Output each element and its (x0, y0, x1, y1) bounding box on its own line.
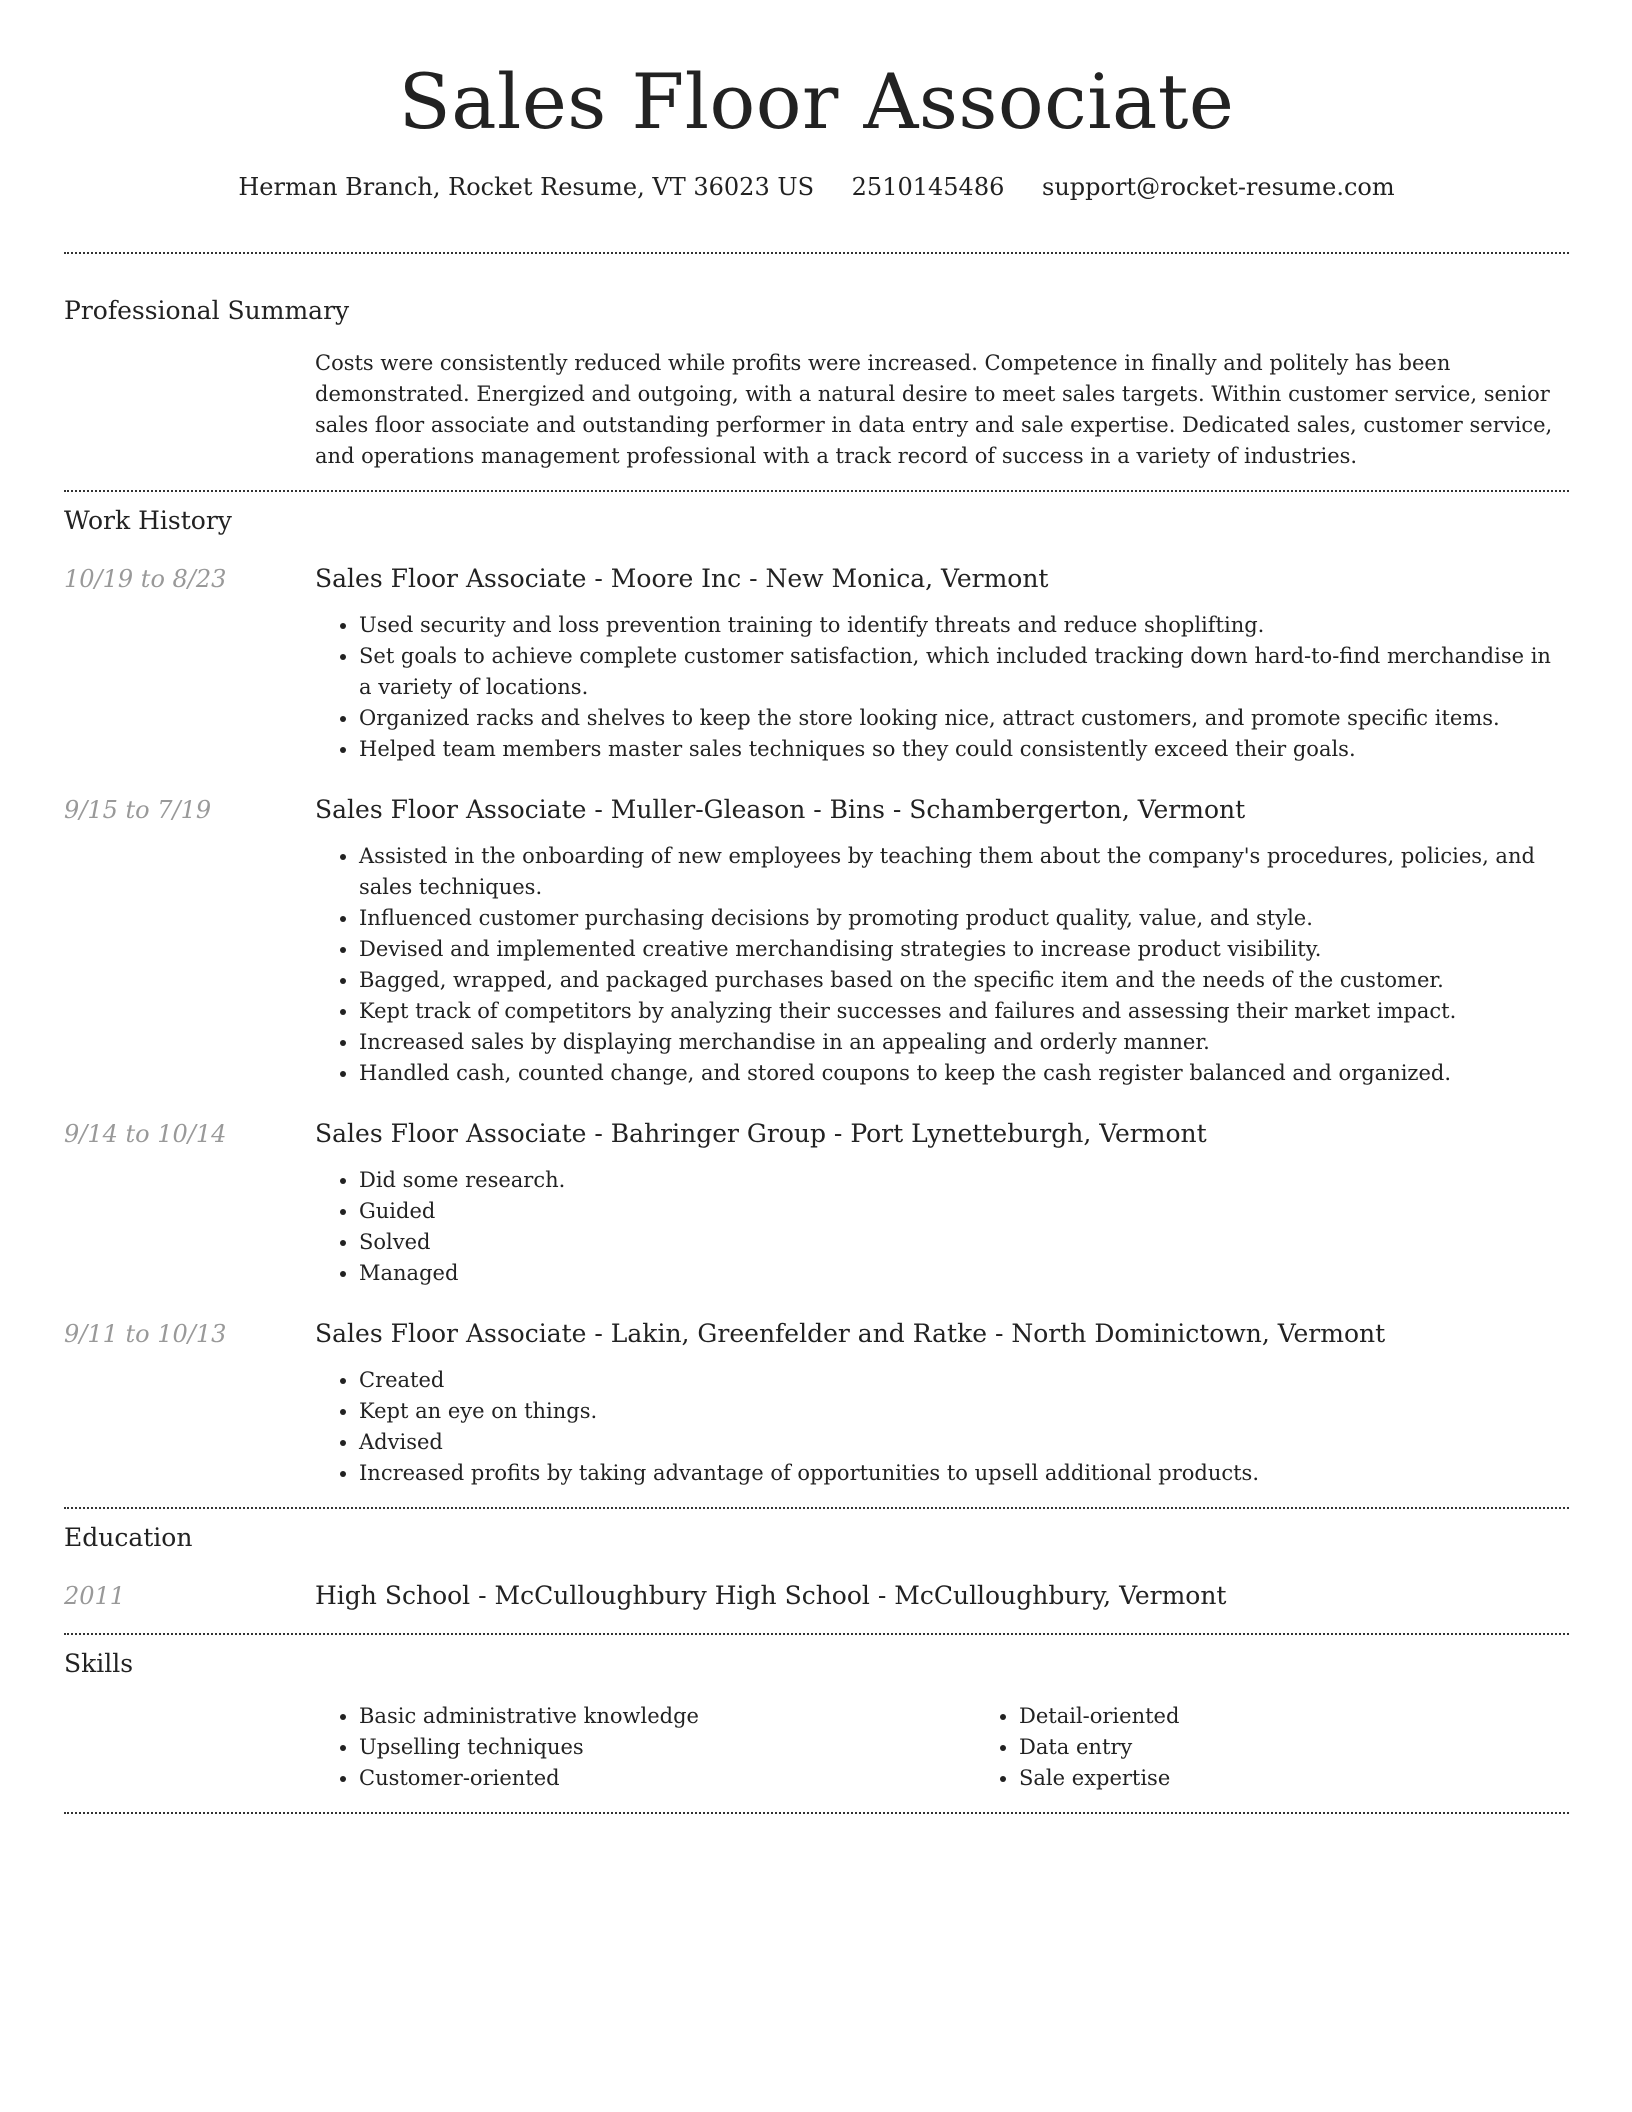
skills-section (64, 1647, 1569, 1794)
education-heading: High School - McCulloughbury High School - McCulloughbury, Vermont (315, 1581, 1227, 1610)
job-entry (64, 1317, 1569, 1489)
work-history-title: Work History (64, 506, 232, 535)
list-item: • Bagged, wrapped, and packaged purchases based on the specific item and the needs of the customer. (359, 965, 1569, 996)
list-item: • Basic administrative knowledge (359, 1701, 975, 1732)
job-heading: Sales Floor Associate - Muller-Gleason - Bins - Schambergerton, Vermont (315, 795, 1246, 824)
skills-title: Skills (64, 1649, 134, 1678)
list-item: • Increased sales by displaying merchandise in an appealing and orderly manner. (359, 1027, 1569, 1058)
list-item: • Used security and loss prevention training to identify threats and reduce shoplifting. (359, 610, 1569, 641)
list-item: • Increased profits by taking advantage of opportunities to upsell additional products. (359, 1458, 1569, 1489)
skills-list-right (975, 1701, 1632, 1794)
job-entry (64, 1117, 1569, 1289)
job-dates: 9/14 to 10/14 (64, 1120, 227, 1148)
list-item: • Sale expertise (1019, 1763, 1632, 1794)
divider (64, 490, 1569, 492)
education-section (64, 1521, 1569, 1613)
education-title: Education (64, 1523, 193, 1552)
job-entry (64, 793, 1569, 1089)
job-bullets (315, 610, 1569, 765)
job-bullets (315, 841, 1569, 1089)
list-item: • Assisted in the onboarding of new employees by teaching them about the company's procedures, policies, and sales techniques. (359, 841, 1569, 903)
list-item: • Data entry (1019, 1732, 1632, 1763)
list-item: • Devised and implemented creative merchandising strategies to increase product visibility. (359, 934, 1569, 965)
job-entry (64, 562, 1569, 765)
list-item: • Advised (359, 1427, 1569, 1458)
divider (64, 1507, 1569, 1509)
education-year: 2011 (64, 1582, 126, 1610)
list-item: • Created (359, 1365, 1569, 1396)
summary-title: Professional Summary (64, 296, 350, 325)
job-heading: Sales Floor Associate - Bahringer Group - Port Lynetteburgh, Vermont (315, 1119, 1207, 1148)
work-history-section (64, 504, 1569, 1489)
list-item: • Kept an eye on things. (359, 1396, 1569, 1427)
summary-section (64, 294, 1569, 472)
skills-list-left (315, 1701, 975, 1794)
contact-line (64, 170, 1569, 204)
education-entry (64, 1579, 1569, 1613)
list-item: • Did some research. (359, 1165, 1569, 1196)
list-item: • Set goals to achieve complete customer satisfaction, which included tracking down hard-to-find merchandise in a variety of locations. (359, 641, 1569, 703)
list-item: • Influenced customer purchasing decisions by promoting product quality, value, and style. (359, 903, 1569, 934)
divider (64, 1633, 1569, 1635)
divider (64, 1812, 1569, 1814)
divider (64, 252, 1569, 254)
list-item: • Solved (359, 1227, 1569, 1258)
list-item: • Handled cash, counted change, and stored coupons to keep the cash register balanced and organized. (359, 1058, 1569, 1089)
list-item: • Helped team members master sales techniques so they could consistently exceed their goals. (359, 734, 1569, 765)
contact-email: support@rocket-resume.com (1042, 173, 1395, 201)
list-item: • Upselling techniques (359, 1732, 975, 1763)
summary-text: Costs were consistently reduced while profits were increased. Competence in finally and politely has been demonstrated. Energized and outgoing, with a natural desire to meet sales targets. Within customer service, senior sales floor associate and outstanding performer in data entry and sale expertise. Dedicated sales, customer service, and operations management professional with a track record of success in a variety of industries. (315, 351, 1553, 468)
job-heading: Sales Floor Associate - Lakin, Greenfelder and Ratke - North Dominictown, Vermont (315, 1319, 1386, 1348)
job-bullets (315, 1365, 1569, 1489)
job-dates: 9/11 to 10/13 (64, 1320, 227, 1348)
contact-phone: 2510145486 (851, 173, 1005, 201)
list-item: • Customer-oriented (359, 1763, 975, 1794)
job-dates: 9/15 to 7/19 (64, 796, 212, 824)
resume-page (64, 0, 1569, 1814)
list-item: • Guided (359, 1196, 1569, 1227)
list-item: • Kept track of competitors by analyzing their successes and failures and assessing their market impact. (359, 996, 1569, 1027)
job-dates: 10/19 to 8/23 (64, 565, 227, 593)
job-bullets (315, 1165, 1569, 1289)
resume-name: Sales Floor Associate (398, 57, 1235, 146)
list-item: • Managed (359, 1258, 1569, 1289)
list-item: • Organized racks and shelves to keep the store looking nice, attract customers, and promote specific items. (359, 703, 1569, 734)
job-heading: Sales Floor Associate - Moore Inc - New Monica, Vermont (315, 564, 1049, 593)
list-item: • Detail-oriented (1019, 1701, 1632, 1732)
contact-address: Herman Branch, Rocket Resume, VT 36023 US (238, 173, 815, 201)
